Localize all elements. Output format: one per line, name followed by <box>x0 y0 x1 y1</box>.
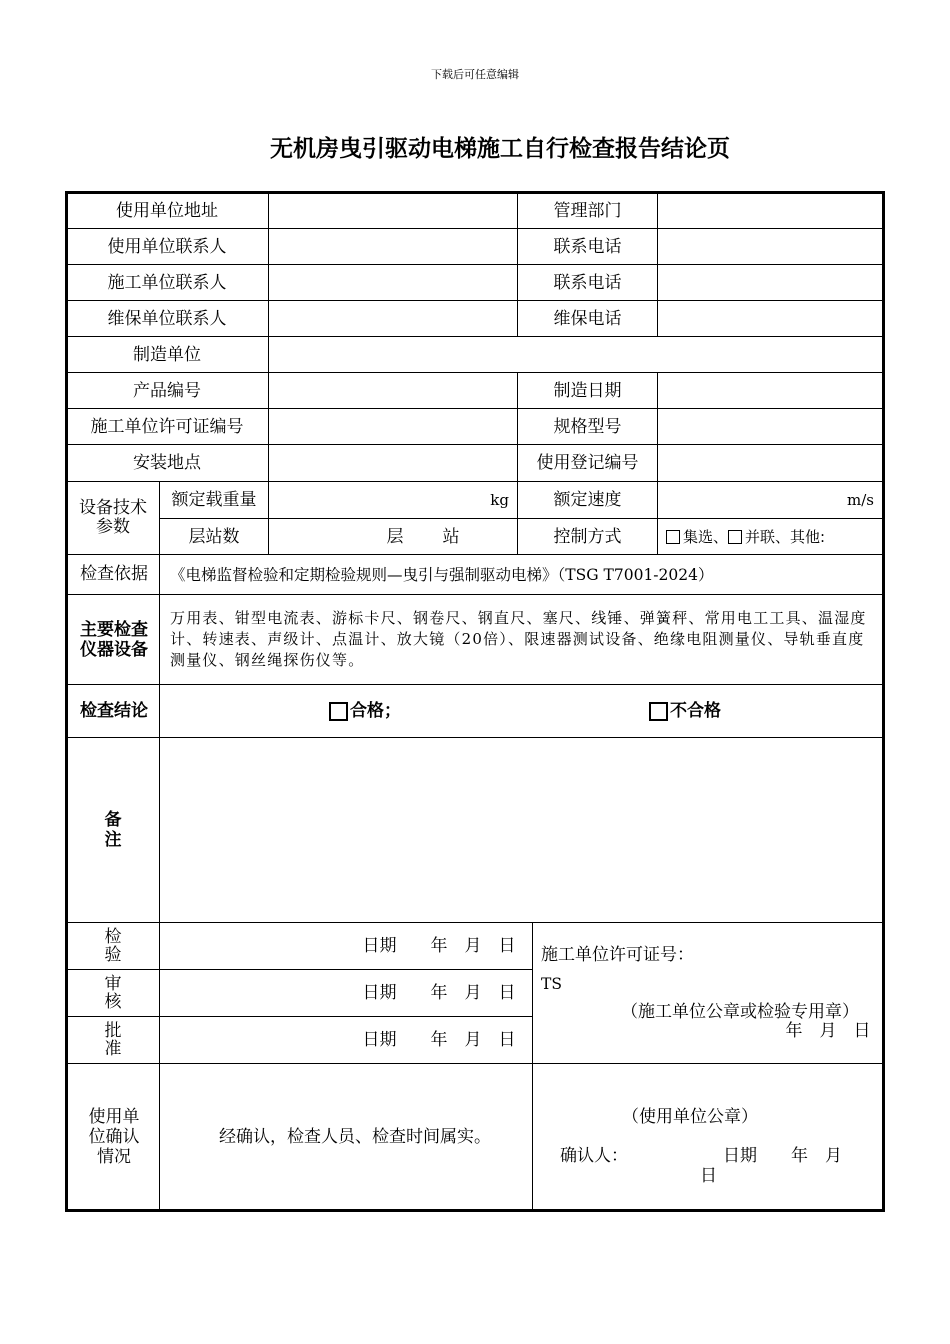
manufacturer-label: 制造单位 <box>133 344 201 365</box>
confirm-label: 使用单位确认情况 <box>88 1106 140 1167</box>
checkbox-icon[interactable] <box>649 702 668 721</box>
construction-seal-label: （施工单位公章或检验专用章） <box>621 1002 859 1022</box>
seal-date: 年 月 日 <box>785 1021 871 1041</box>
reg-no-label: 使用登记编号 <box>536 453 639 473</box>
rated-load-label: 额定载重量 <box>171 489 257 510</box>
ts-prefix: TS <box>541 975 562 993</box>
mfg-date-label: 制造日期 <box>553 380 622 401</box>
approve-date: 日期 年 月 日 <box>362 1030 516 1050</box>
model-label: 规格型号 <box>553 416 622 437</box>
header-note: 下载后可任意编辑 <box>431 68 519 81</box>
floor-unit: 层 <box>386 526 404 547</box>
confirm-date: 日期 年 月 <box>723 1146 842 1166</box>
license-no-label: 施工单位许可证编号 <box>90 416 244 437</box>
maint-phone-label: 维保电话 <box>553 308 622 329</box>
confirm-text: 经确认，检查人员、检查时间属实。 <box>219 1126 491 1147</box>
station-unit: 站 <box>442 526 460 547</box>
load-unit: kg <box>490 491 509 509</box>
mgmt-dept-label: 管理部门 <box>553 200 622 221</box>
confirm-date-day: 日 <box>700 1166 717 1186</box>
control-label: 控制方式 <box>553 526 622 547</box>
product-no-label: 产品编号 <box>133 380 201 401</box>
review-label: 审核 <box>104 974 122 1012</box>
speed-unit: m/s <box>847 491 874 509</box>
phone-label-1: 联系电话 <box>553 236 622 257</box>
conclusion-label: 检查结论 <box>80 701 148 721</box>
rated-speed-label: 额定速度 <box>553 490 622 510</box>
const-unit-contact-label: 施工单位联系人 <box>107 272 227 293</box>
pass-option[interactable] <box>310 685 420 737</box>
license-number-label: 施工单位许可证号： <box>541 945 694 965</box>
remarks-label: 备注 <box>104 810 122 850</box>
control-option-group-a: 集选、 <box>683 527 729 546</box>
inspect-date: 日期 年 月 日 <box>362 936 516 956</box>
checkbox-icon[interactable] <box>666 530 680 544</box>
review-date: 日期 年 月 日 <box>362 983 516 1003</box>
instruments-label: 主要检查仪器设备 <box>80 619 148 660</box>
checkbox-icon[interactable] <box>728 530 742 544</box>
fail-label: 不合格 <box>670 701 721 721</box>
control-option-group-b: 并联、其他: <box>745 527 826 546</box>
control-options <box>666 519 880 554</box>
tech-params-label: 设备技术参数 <box>79 498 147 537</box>
checkbox-icon[interactable] <box>329 702 348 721</box>
approve-label: 批准 <box>104 1021 122 1059</box>
phone-label-2: 联系电话 <box>553 272 622 293</box>
instruments-text: 万用表、钳型电流表、游标卡尺、钢卷尺、钢直尺、塞尺、线锤、弹簧秤、常用电工工具、温湿度计、转速表、声级计、点温计、放大镜（20倍）、限速器测试设备、绝缘电阻测量仪、导轨垂直度测量仪、钢丝绳探伤仪等。 <box>170 609 867 669</box>
maint-unit-contact-label: 维保单位联系人 <box>107 308 227 329</box>
use-unit-contact-label: 使用单位联系人 <box>107 236 227 257</box>
user-seal-label: （使用单位公章） <box>622 1107 758 1127</box>
floors-label: 层站数 <box>188 526 240 547</box>
fail-option[interactable] <box>630 685 740 737</box>
confirmer-label: 确认人： <box>560 1146 628 1166</box>
pass-label: 合格； <box>350 701 401 721</box>
install-site-label: 安装地点 <box>133 453 201 473</box>
use-unit-address-label: 使用单位地址 <box>116 200 218 221</box>
inspect-label: 检验 <box>104 927 122 965</box>
page-title: 无机房曳引驱动电梯施工自行检查报告结论页 <box>270 136 730 162</box>
basis-label: 检查依据 <box>80 564 148 584</box>
basis-text: 《电梯监督检验和定期检验规则—曳引与强制驱动电梯》（TSG T7001-2024） <box>170 565 714 584</box>
